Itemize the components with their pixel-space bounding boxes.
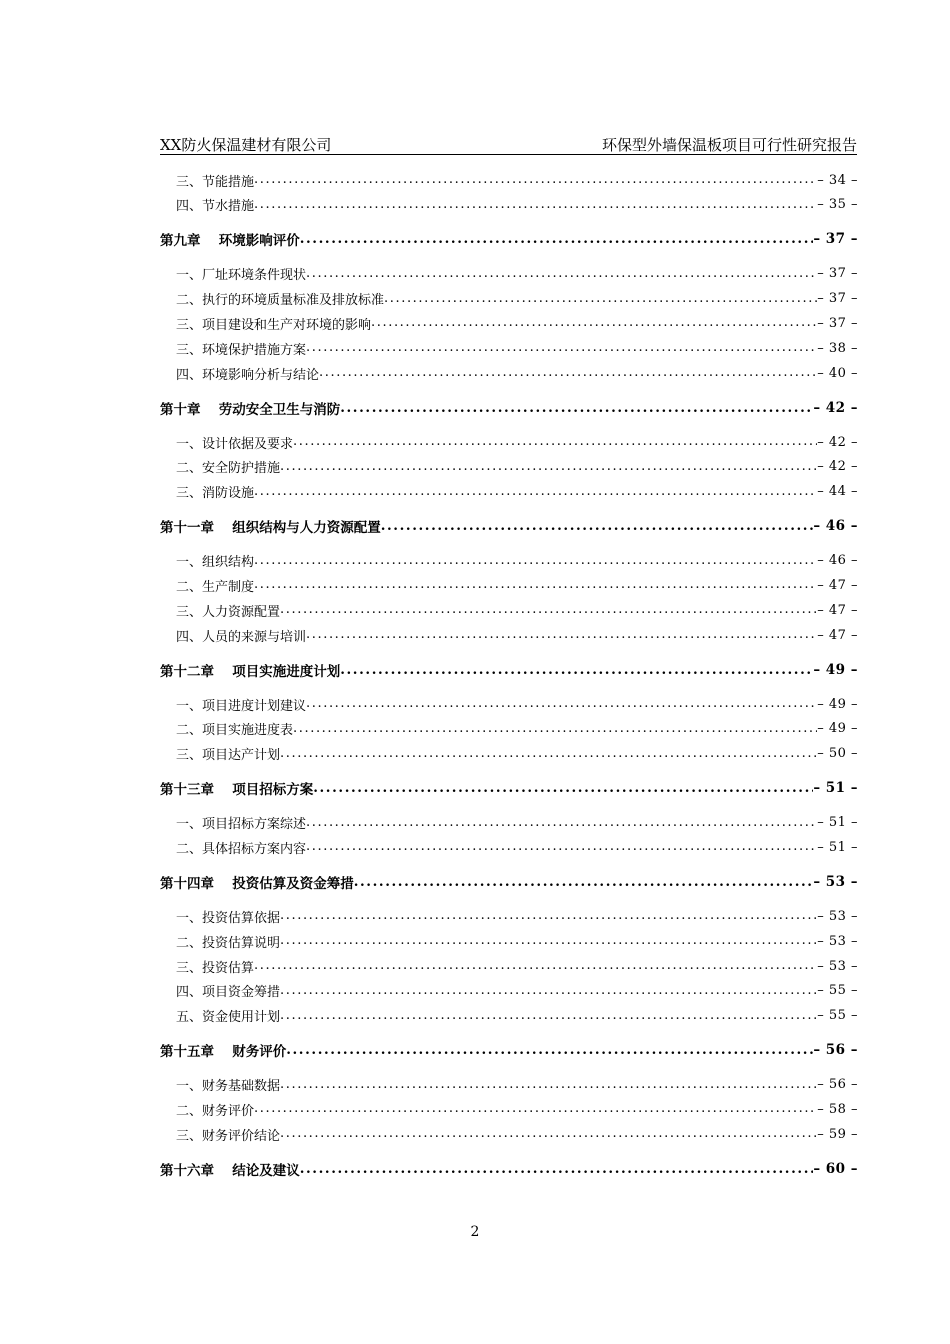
toc-leader-dots (280, 930, 817, 952)
toc-leader-dots (306, 812, 817, 834)
toc-chapter-entry[interactable] (160, 777, 858, 799)
toc-entry-title: 二、执行的环境质量标准及排放标准 (176, 293, 385, 309)
toc-chapter-entry[interactable] (160, 515, 858, 537)
toc-entry-title: 一、项目进度计划建议 (176, 698, 307, 714)
toc-section-entry[interactable] (160, 1005, 858, 1027)
toc-entry-page: – 46 – (813, 518, 858, 535)
toc-entry-page: – 50 – (817, 746, 858, 762)
toc-leader-dots (280, 905, 817, 927)
toc-entry-title: 三、项目达产计划 (176, 748, 281, 764)
toc-section-entry[interactable] (160, 905, 858, 927)
toc-entry-page: – 42 – (817, 434, 858, 450)
toc-leader-dots (280, 456, 817, 478)
toc-leader-dots (280, 1074, 817, 1096)
toc-entry-page: – 47 – (817, 627, 858, 643)
toc-entry-page: – 38 – (817, 340, 858, 356)
toc-entry-page: – 42 – (813, 399, 858, 416)
toc-leader-dots (306, 693, 817, 715)
toc-entry-page: – 49 – (817, 721, 858, 737)
toc-leader-dots (254, 481, 817, 503)
toc-entry-title: 一、财务基础数据 (176, 1079, 281, 1095)
toc-section-entry[interactable] (160, 980, 858, 1002)
toc-leader-dots (280, 743, 817, 765)
toc-leader-dots (300, 1158, 814, 1180)
toc-entry-title: 一、项目招标方案综述 (176, 817, 307, 833)
toc-entry-page: – 42 – (817, 459, 858, 475)
toc-entry-page: – 37 – (817, 266, 858, 282)
toc-section-entry[interactable] (160, 930, 858, 952)
toc-section-entry[interactable] (160, 1098, 858, 1120)
toc-entry-page: – 46 – (817, 553, 858, 569)
toc-entry-title: 第九章 环境影响评价 (160, 233, 300, 250)
toc-entry-title: 二、投资估算说明 (176, 935, 281, 951)
toc-entry-title: 二、安全防护措施 (176, 461, 281, 477)
page-header (160, 136, 857, 155)
toc-entry-page: – 60 – (813, 1160, 858, 1177)
toc-leader-dots (254, 1098, 817, 1120)
toc-entry-page: – 55 – (817, 983, 858, 999)
toc-chapter-entry[interactable] (160, 659, 858, 681)
toc-leader-dots (286, 1039, 813, 1061)
toc-entry-title: 第十章 劳动安全卫生与消防 (160, 401, 341, 418)
toc-entry-page: – 47 – (817, 577, 858, 593)
toc-leader-dots (280, 599, 817, 621)
toc-entry-title: 三、环境保护措施方案 (176, 342, 307, 358)
toc-leader-dots (306, 836, 817, 858)
toc-entry-title: 三、节能措施 (176, 174, 255, 190)
toc-entry-page: – 49 – (817, 696, 858, 712)
header-company-name: XX防火保温建材有限公司 (160, 136, 332, 154)
toc-chapter-entry[interactable] (160, 1039, 858, 1061)
toc-entry-title: 二、具体招标方案内容 (176, 841, 307, 857)
toc-entry-title: 四、项目资金筹措 (176, 985, 281, 1001)
page-number: 2 (470, 1224, 480, 1240)
toc-section-entry[interactable] (160, 263, 858, 285)
header-report-title: 环保型外墙保温板项目可行性研究报告 (601, 136, 857, 154)
toc-entry-title: 二、财务评价 (176, 1103, 255, 1119)
toc-entry-page: – 37 – (813, 231, 858, 248)
toc-section-entry[interactable] (160, 431, 858, 453)
toc-section-entry[interactable] (160, 836, 858, 858)
toc-entry-page: – 58 – (817, 1101, 858, 1117)
toc-section-entry[interactable] (160, 288, 858, 310)
toc-entry-title: 四、节水措施 (176, 199, 255, 215)
toc-entry-title: 三、财务评价结论 (176, 1128, 281, 1144)
toc-leader-dots (340, 397, 813, 419)
toc-entry-title: 四、人员的来源与培训 (176, 629, 307, 645)
toc-entry-page: – 51 – (817, 839, 858, 855)
toc-leader-dots (254, 955, 817, 977)
toc-section-entry[interactable] (160, 169, 858, 191)
toc-section-entry[interactable] (160, 599, 858, 621)
toc-entry-page: – 53 – (817, 908, 858, 924)
toc-entry-page: – 49 – (813, 661, 858, 678)
toc-leader-dots (254, 550, 817, 572)
toc-entry-title: 第十三章 项目招标方案 (160, 782, 314, 799)
toc-entry-title: 第十五章 财务评价 (160, 1044, 287, 1061)
toc-section-entry[interactable] (160, 1123, 858, 1145)
toc-leader-dots (319, 362, 817, 384)
toc-leader-dots (313, 777, 813, 799)
toc-chapter-entry[interactable] (160, 228, 858, 250)
toc-section-entry[interactable] (160, 574, 858, 596)
toc-entry-page: – 34 – (817, 172, 858, 188)
toc-entry-title: 第十二章 项目实施进度计划 (160, 663, 341, 680)
toc-chapter-entry[interactable] (160, 397, 858, 419)
toc-leader-dots (371, 312, 817, 334)
toc-leader-dots (300, 228, 814, 250)
toc-leader-dots (354, 871, 814, 893)
toc-entry-title: 一、厂址环境条件现状 (176, 268, 307, 284)
toc-leader-dots (293, 718, 817, 740)
toc-section-entry[interactable] (160, 955, 858, 977)
toc-entry-page: – 56 – (817, 1077, 858, 1093)
toc-entry-title: 第十四章 投资估算及资金筹措 (160, 875, 354, 892)
toc-entry-title: 一、设计依据及要求 (176, 436, 294, 452)
toc-entry-title: 二、生产制度 (176, 579, 255, 595)
toc-section-entry[interactable] (160, 550, 858, 572)
toc-leader-dots (254, 574, 817, 596)
toc-leader-dots (306, 263, 817, 285)
toc-entry-page: – 51 – (817, 815, 858, 831)
toc-entry-title: 第十一章 组织结构与人力资源配置 (160, 520, 381, 537)
toc-entry-page: – 37 – (817, 291, 858, 307)
toc-entry-title: 二、项目实施进度表 (176, 723, 294, 739)
toc-section-entry[interactable] (160, 693, 858, 715)
toc-section-entry[interactable] (160, 337, 858, 359)
toc-leader-dots (306, 624, 817, 646)
toc-entry-title: 一、投资估算依据 (176, 910, 281, 926)
toc-entry-page: – 55 – (817, 1008, 858, 1024)
toc-section-entry[interactable] (160, 1074, 858, 1096)
toc-section-entry[interactable] (160, 362, 858, 384)
toc-leader-dots (306, 337, 817, 359)
toc-entry-title: 五、资金使用计划 (176, 1010, 281, 1026)
toc-chapter-entry[interactable] (160, 1158, 858, 1180)
toc-section-entry[interactable] (160, 624, 858, 646)
toc-leader-dots (293, 431, 817, 453)
toc-leader-dots (280, 1123, 817, 1145)
toc-chapter-entry[interactable] (160, 871, 858, 893)
toc-entry-page: – 47 – (817, 602, 858, 618)
toc-entry-page: – 56 – (813, 1042, 858, 1059)
toc-entry-page: – 51 – (813, 780, 858, 797)
toc-section-entry[interactable] (160, 312, 858, 334)
toc-entry-page: – 53 – (813, 873, 858, 890)
toc-entry-page: – 59 – (817, 1126, 858, 1142)
toc-entry-page: – 53 – (817, 958, 858, 974)
toc-leader-dots (340, 659, 813, 681)
toc-entry-title: 三、消防设施 (176, 486, 255, 502)
toc-entry-title: 三、人力资源配置 (176, 604, 281, 620)
toc-leader-dots (384, 288, 817, 310)
toc-entry-title: 四、环境影响分析与结论 (176, 367, 320, 383)
toc-section-entry[interactable] (160, 743, 858, 765)
toc-leader-dots (381, 515, 814, 537)
toc-entry-title: 三、项目建设和生产对环境的影响 (176, 317, 372, 333)
toc-entry-page: – 37 – (817, 315, 858, 331)
toc-leader-dots (254, 194, 817, 216)
toc-entry-page: – 40 – (817, 365, 858, 381)
toc-entry-title: 第十六章 结论及建议 (160, 1162, 300, 1179)
toc-leader-dots (254, 169, 817, 191)
toc-entry-page: – 44 – (817, 484, 858, 500)
toc-entry-title: 三、投资估算 (176, 960, 255, 976)
toc-leader-dots (280, 1005, 817, 1027)
toc-section-entry[interactable] (160, 718, 858, 740)
toc-entry-page: – 35 – (817, 197, 858, 213)
toc-entry-title: 一、组织结构 (176, 555, 255, 571)
toc-leader-dots (280, 980, 817, 1002)
toc-entry-page: – 53 – (817, 933, 858, 949)
toc-section-entry[interactable] (160, 481, 858, 503)
toc-section-entry[interactable] (160, 812, 858, 834)
toc-section-entry[interactable] (160, 456, 858, 478)
toc-section-entry[interactable] (160, 194, 858, 216)
